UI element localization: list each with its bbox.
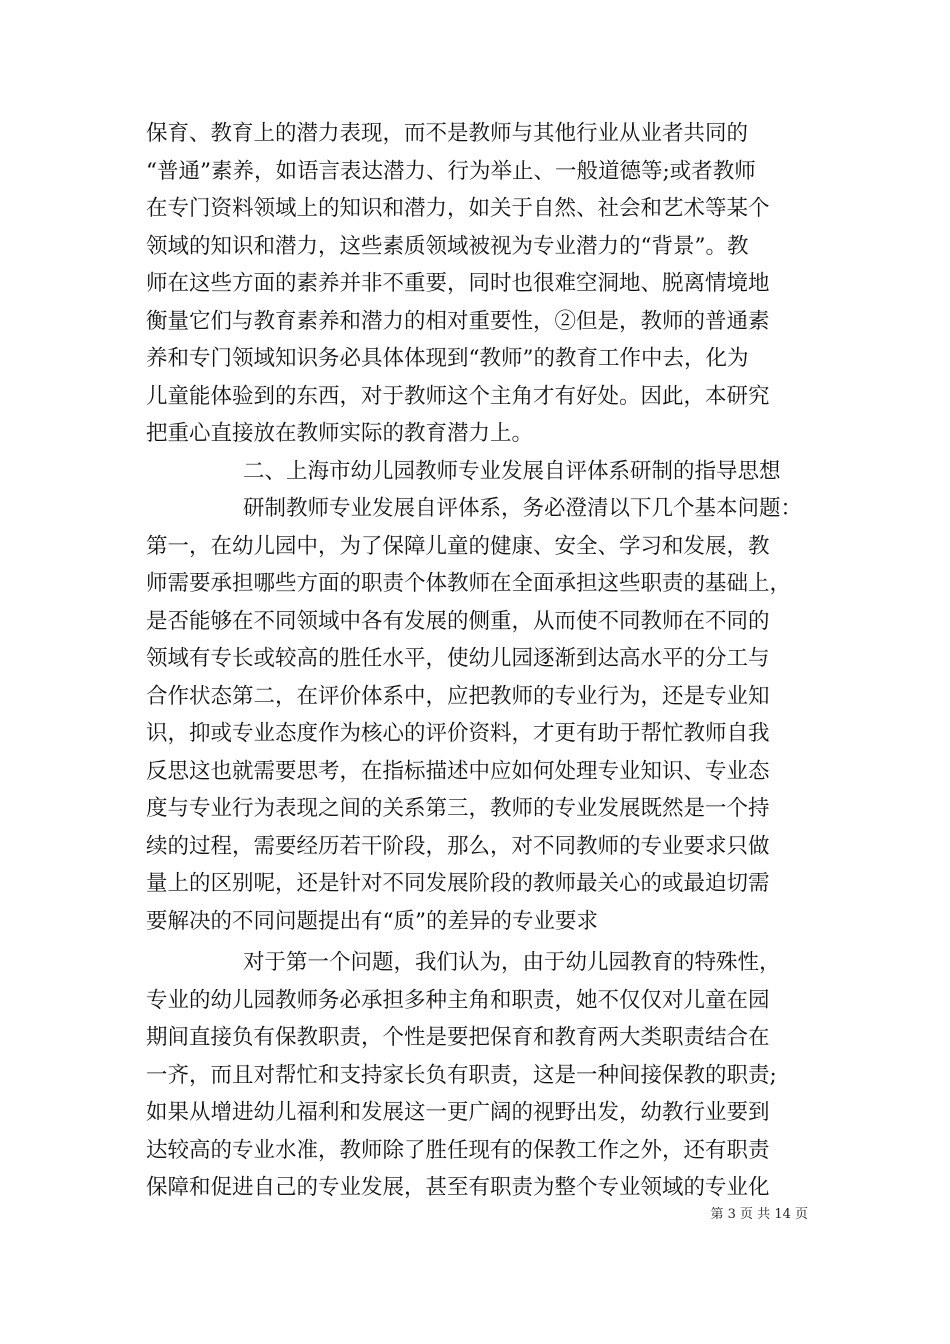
section-heading: 二、上海市幼儿园教师专业发展自评体系研制的指导思想	[243, 458, 781, 484]
page-number-footer: 第 3 页 共 14 页	[710, 1207, 808, 1222]
text-line: 把重心直接放在教师实际的教育潜力上。	[146, 421, 534, 446]
text-line: 研制教师专业发展自评体系，务必澄清以下几个基本问题：	[243, 496, 803, 521]
text-line: 在专门资料领域上的知识和潜力，如关于自然、社会和艺术等某个	[146, 196, 770, 221]
text-line: 度与专业行为表现之间的关系第三，教师的专业发展既然是一个持	[146, 796, 770, 821]
text-line: 达较高的专业水准，教师除了胜任现有的保教工作之外，还有职责	[146, 1137, 770, 1163]
text-line: 反思这也就需要思考，在指标描述中应如何处理专业知识、专业态	[146, 758, 770, 784]
body-text	[146, 115, 816, 1207]
text-line: 儿童能体验到的东西，对于教师这个主角才有好处。因此，本研究	[146, 383, 770, 409]
text-line: 领域的知识和潜力，这些素质领域被视为专业潜力的“背景”。教	[146, 233, 749, 259]
text-line: 衡量它们与教育素养和潜力的相对重要性，②但是，教师的普通素	[146, 308, 770, 334]
text-line: 合作状态第二，在评价体系中，应把教师的专业行为，还是专业知	[146, 683, 770, 709]
text-line: 量上的区别呢，还是针对不同发展阶段的教师最关心的或最迫切需	[146, 871, 770, 896]
text-line: 对于第一个问题，我们认为，由于幼儿园教育的特殊性，	[243, 950, 781, 975]
text-line: 续的过程，需要经历若干阶段，那么，对不同教师的专业要求只做	[146, 833, 770, 859]
text-line: 如果从增进幼儿福利和发展这一更广阔的视野出发，幼教行业要到	[146, 1100, 770, 1125]
text-line: 第一，在幼儿园中，为了保障儿童的健康、安全、学习和发展，教	[146, 533, 770, 559]
text-line: 保障和促进自己的专业发展，甚至有职责为整个专业领域的专业化	[146, 1175, 770, 1200]
text-line: 保育、教育上的潜力表现，而不是教师与其他行业从业者共同的	[146, 121, 749, 146]
text-line: “普通”素养，如语言表达潜力、行为举止、一般道德等;或者教师	[146, 158, 756, 184]
text-line: 一齐，而且对帮忙和支持家长负有职责，这是一种间接保教的职责;	[146, 1062, 777, 1088]
text-line: 专业的幼儿园教师务必承担多种主角和职责，她不仅仅对儿童在园	[146, 987, 770, 1013]
text-line: 期间直接负有保教职责，个性是要把保育和教育两大类职责结合在	[146, 1025, 770, 1050]
text-line: 师在这些方面的素养并非不重要，同时也很难空洞地、脱离情境地	[146, 271, 770, 296]
text-line: 是否能够在不同领域中各有发展的侧重，从而使不同教师在不同的	[146, 608, 770, 634]
text-line: 要解决的不同问题提出有“质”的差异的专业要求	[146, 908, 598, 934]
text-line: 师需要承担哪些方面的职责个体教师在全面承担这些职责的基础上，	[146, 571, 792, 596]
text-line: 领域有专长或较高的胜任水平，使幼儿园逐渐到达高水平的分工与	[146, 646, 770, 671]
text-line: 识，抑或专业态度作为核心的评价资料，才更有助于帮忙教师自我	[146, 721, 770, 746]
text-line: 养和专门领域知识务必具体体现到“教师”的教育工作中去，化为	[146, 346, 749, 371]
